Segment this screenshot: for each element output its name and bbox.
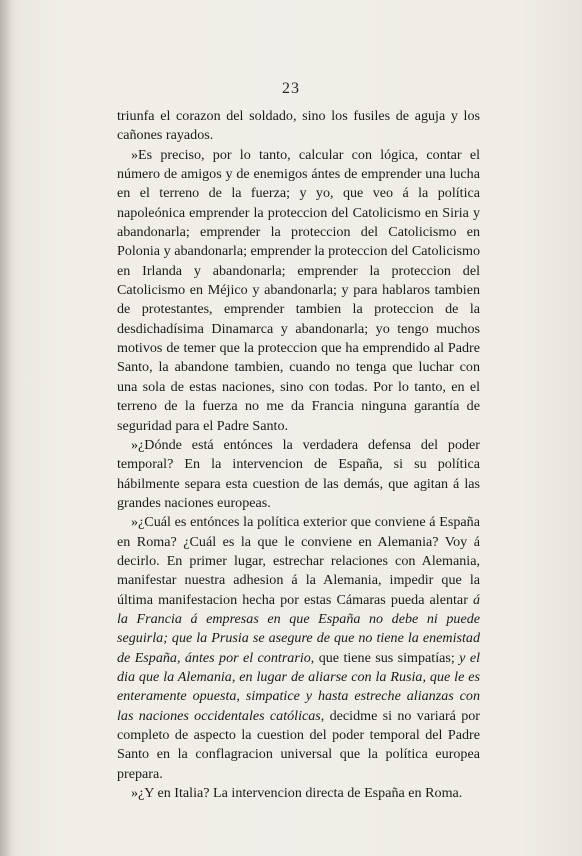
paragraph <box>117 436 480 513</box>
spine-shadow <box>0 0 12 856</box>
page-number: 23 <box>282 80 300 97</box>
text-run: , que tiene sus simpatías; <box>310 649 460 666</box>
text-run: »Es preciso, por lo tanto, calcular con lógica, contar el número de amigos y de enemigos ántes de emprender una lucha en el terreno de la fuerza; y yo, que veo á la política napoleónica emprender la proteccion del Catolicismo en Siria y abandonarla; emprender la proteccion del Catolicismo en Polonia y abandonarla; emprender la proteccion del Catolicismo en Irlanda y abandonarla; emprender la proteccion del Catolicismo en Méjico y abandonarla; y para hablaros tambien de protestantes, emprender tambien la proteccion de la desdichadísima Dinamarca y abandonarla; yo tengo muchos motivos de temer que la proteccion que ha emprendido al Padre Santo, la abandone tambien, cuando no tenga que luchar con una sola de estas naciones, sino con todas. Por lo tanto, en el terreno de la fuerza no me da Francia ninguna garantía de seguridad para el Padre Santo. <box>117 146 480 434</box>
paragraph <box>117 784 480 803</box>
paragraph <box>117 107 480 146</box>
italic-run: á la Francia á empresas en que España no debe ni puede seguirla; que la Prusia se asegure de que no tiene la enemistad de España, ántes por el contrario <box>117 591 480 666</box>
text-run: triunfa el corazon del soldado, sino los fusiles de aguja y los cañones rayados. <box>117 108 480 144</box>
text-run: »¿Dónde está entónces la verdadera defensa del poder temporal? En la intervencion de España, si su política hábilmente separa esta cuestion de las demás, que agitan á las grandes naciones europeas. <box>117 436 480 511</box>
paragraph <box>117 513 480 784</box>
text-run: »¿Y en Italia? La intervencion directa de España en Roma. <box>131 785 463 802</box>
paragraph <box>117 146 480 436</box>
text-run: , decidme si no variará por completo de aspecto la cuestion del poder temporal del Padre Santo en la conflagracion universal que la política europea prepara. <box>117 707 480 782</box>
italic-run: y el dia que la Alemania, en lugar de aliarse con la Rusia, que le es enteramente opuesta, simpatice y hasta estreche alianzas con las naciones occidentales católicas <box>117 649 480 724</box>
text-run: »¿Cuál es entónces la política exterior que conviene á España en Roma? ¿Cuál es la que le conviene en Alemania? Voy á decirlo. En primer lugar, estrechar relaciones con Alemania, manifestar nuestra adhesion á la Alemania, impedir que la última manifestacion hecha por estas Cámaras pueda alentar <box>117 514 480 608</box>
body-text <box>117 107 480 803</box>
